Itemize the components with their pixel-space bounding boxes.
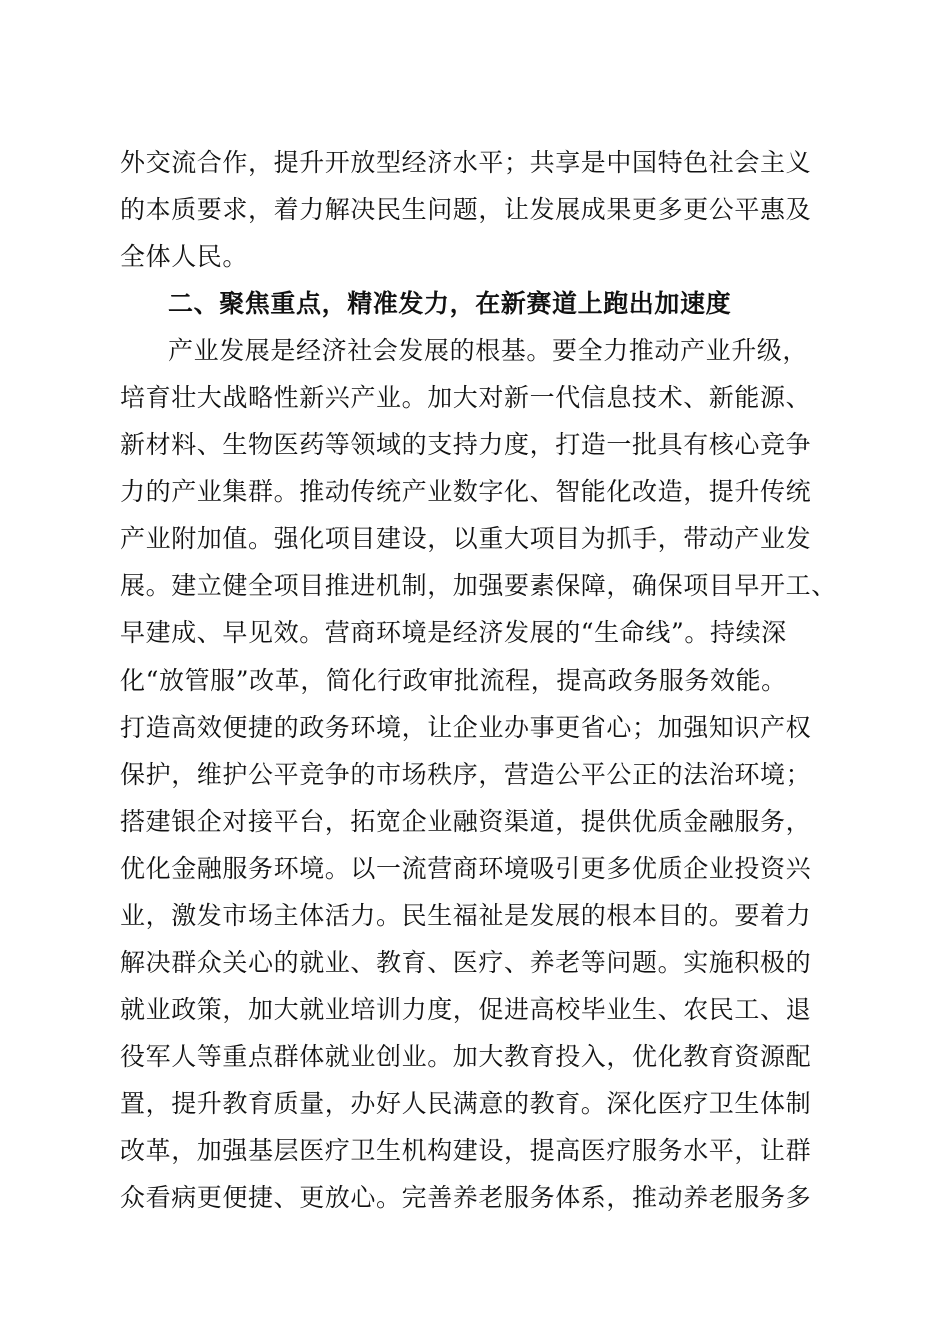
- text-line: 就业政策，加大就业培训力度，促进高校毕业生、农民工、退: [120, 994, 812, 1024]
- text-line: 解决群众关心的就业、教育、医疗、养老等问题。实施积极的: [120, 947, 812, 977]
- text-line: 优化金融服务环境。以一流营商环境吸引更多优质企业投资兴: [120, 853, 812, 883]
- text-line: 外交流合作，提升开放型经济水平；共享是中国特色社会主义: [120, 148, 812, 177]
- text-line: 化“放管服”改革，简化行政审批流程，提高政务服务效能。: [120, 665, 787, 695]
- text-line: 新材料、生物医药等领域的支持力度，打造一批具有核心竞争: [120, 430, 812, 460]
- text-line: 的本质要求，着力解决民生问题，让发展成果更多更公平惠及: [120, 195, 812, 225]
- text-line: 改革，加强基层医疗卫生机构建设，提高医疗服务水平，让群: [120, 1135, 812, 1165]
- text-line: 打造高效便捷的政务环境，让企业办事更省心；加强知识产权: [120, 712, 812, 742]
- text-line: 役军人等重点群体就业创业。加大教育投入，优化教育资源配: [120, 1041, 812, 1071]
- text-line: 保护，维护公平竞争的市场秩序，营造公平公正的法治环境；: [120, 759, 812, 789]
- text-line: 全体人民。: [120, 242, 249, 272]
- text-line: 置，提升教育质量，办好人民满意的教育。深化医疗卫生体制: [120, 1088, 812, 1118]
- text-line: 众看病更便捷、更放心。完善养老服务体系，推动养老服务多: [120, 1183, 812, 1213]
- body-paragraph: [120, 327, 837, 1221]
- document-text: [120, 139, 837, 1221]
- text-line: 培育壮大战略性新兴产业。加大对新一代信息技术、新能源、: [120, 383, 812, 413]
- text-line: 力的产业集群。推动传统产业数字化、智能化改造，提升传统: [120, 477, 812, 507]
- text-line: 产业发展是经济社会发展的根基。要全力推动产业升级，: [168, 336, 809, 366]
- section-heading: 二、聚焦重点，精准发力，在新赛道上跑出加速度: [168, 289, 732, 319]
- text-line: 产业附加值。强化项目建设，以重大项目为抓手，带动产业发: [120, 524, 812, 554]
- text-line: 早建成、早见效。营商环境是经济发展的“生命线”。持续深: [120, 618, 787, 648]
- text-line: 业，激发市场主体活力。民生福祉是发展的根本目的。要着力: [120, 900, 812, 930]
- opening-paragraph: [120, 139, 832, 280]
- text-line: 展。建立健全项目推进机制，加强要素保障，确保项目早开工、: [120, 571, 837, 601]
- text-line: 搭建银企对接平台，拓宽企业融资渠道，提供优质金融服务，: [120, 806, 812, 836]
